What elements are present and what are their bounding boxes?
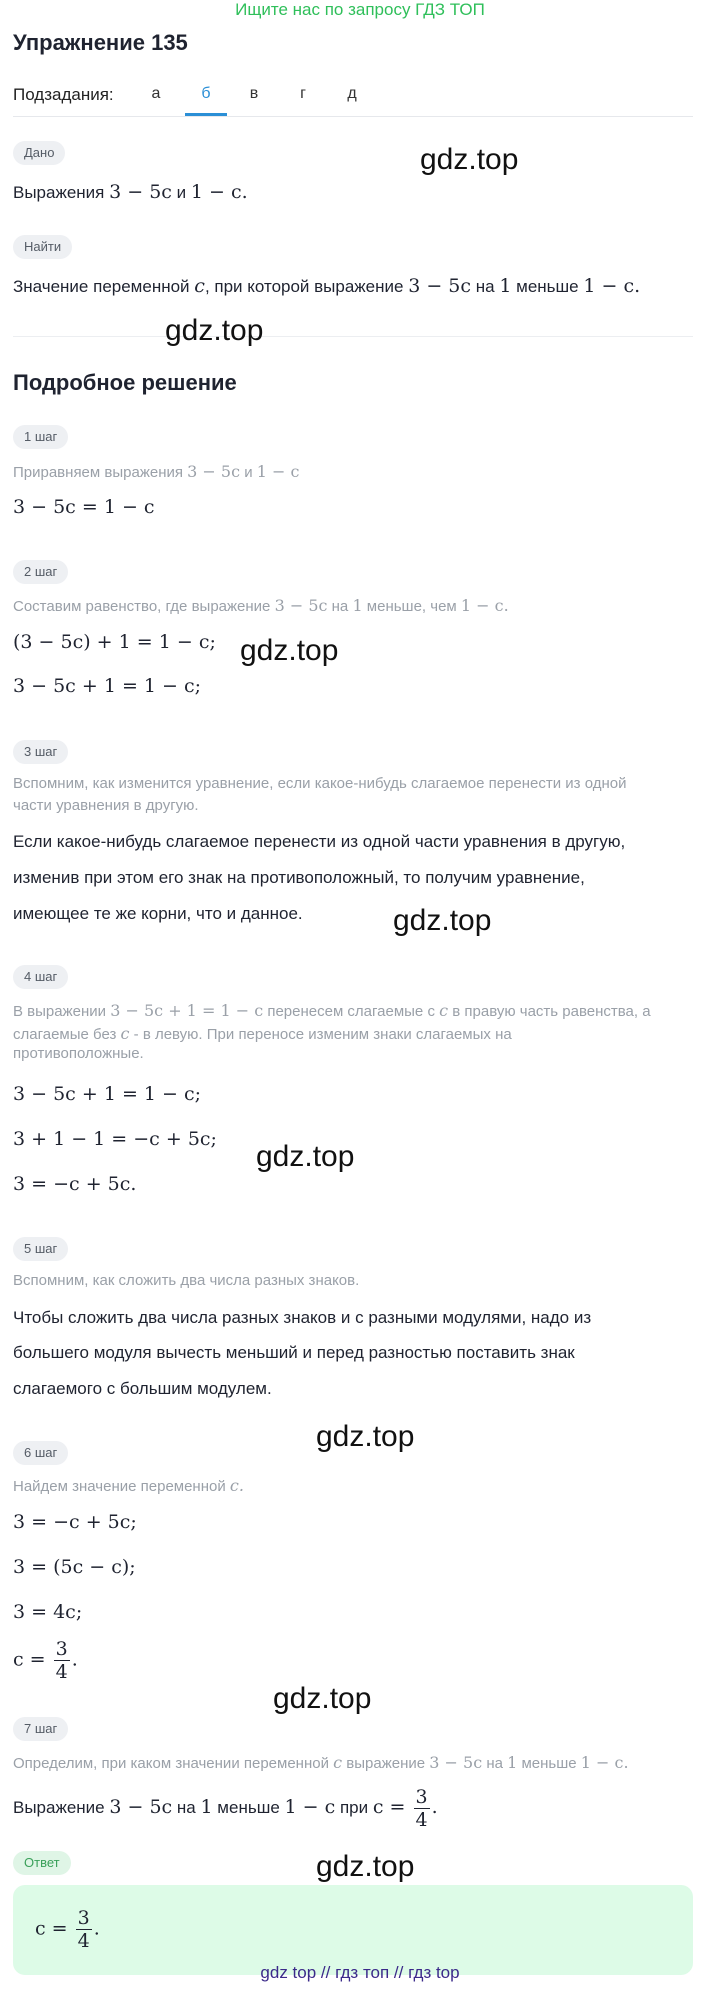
- step-4-hint-var2: c: [120, 1024, 130, 1043]
- step-7-hint-expr2: 1 − c.: [580, 1753, 629, 1772]
- step-2-tag: 2 шаг: [13, 560, 68, 584]
- answer-frac-den: 4: [77, 1930, 90, 1952]
- step-7-frac-num: 3: [415, 1786, 428, 1808]
- step-2-hint-c: меньше, чем: [362, 598, 461, 615]
- step-6-frac-num: 3: [55, 1638, 68, 1660]
- step-7-hint-expr1: 3 − 5c: [429, 1753, 483, 1772]
- step-5-tag: 5 шаг: [13, 1237, 68, 1261]
- step-6-fraction-line: [13, 1638, 78, 1683]
- step-7-hint: [13, 1750, 629, 1776]
- watermark: gdz.top: [316, 1850, 415, 1883]
- step-7-text-d: при: [335, 1797, 373, 1817]
- step-2-line-1: (3 − 5c) + 1 = 1 − c;: [13, 631, 216, 653]
- given-expr1: 3 − 5c: [109, 181, 172, 203]
- step-3-tag: 3 шаг: [13, 740, 68, 764]
- step-7-hint-d: меньше: [517, 1755, 581, 1772]
- subtasks-label: Подзадания:: [13, 85, 114, 104]
- step-4-hint-line2a: слагаемые без: [13, 1026, 121, 1043]
- promo-banner[interactable]: Ищите нас по запросу ГДЗ ТОП: [235, 0, 485, 19]
- step-7-fraction: [414, 1786, 430, 1831]
- step-6-fraction: [54, 1638, 70, 1683]
- step-1-hint-b: и: [240, 464, 257, 481]
- watermark: gdz.top: [420, 143, 519, 176]
- step-7-expr2: 1 − c: [284, 1795, 336, 1818]
- step-7-frac-suffix: .: [431, 1795, 438, 1818]
- step-7-tag: 7 шаг: [13, 1717, 68, 1741]
- solution-title: Подробное решение: [13, 370, 237, 395]
- step-4-hint-var: c: [439, 1001, 449, 1020]
- answer-box: [13, 1885, 693, 1975]
- answer-fraction: [76, 1907, 92, 1952]
- tab-b[interactable]: б: [201, 85, 211, 102]
- step-7-hint-var: c: [333, 1753, 343, 1772]
- find-expr1: 3 − 5c: [408, 275, 472, 297]
- find-var: c: [194, 275, 205, 297]
- step-6-line-3: 3 = 4c;: [13, 1601, 83, 1623]
- step-7-hint-c: на: [482, 1755, 508, 1772]
- step-3-body-3: имеющее те же корни, что и данное.: [13, 904, 303, 923]
- answer-frac-num: 3: [77, 1907, 90, 1929]
- step-7-hint-b: выражение: [342, 1755, 430, 1772]
- tab-a[interactable]: а: [151, 85, 161, 102]
- step-1-hint-a: Приравняем выражения: [13, 464, 188, 481]
- step-3-hint-line-2: части уравнения в другую.: [13, 797, 199, 814]
- find-text-b: , при которой выражение: [204, 277, 409, 296]
- step-7-one: 1: [200, 1795, 213, 1818]
- step-6-line-1: 3 = −c + 5c;: [13, 1511, 137, 1533]
- step-7-frac-prefix: c =: [372, 1795, 412, 1818]
- step-2-hint-one: 1: [352, 596, 363, 615]
- step-4-line-3: 3 = −c + 5c.: [13, 1173, 137, 1195]
- footer-links[interactable]: gdz top // гдз топ // гдз top: [260, 1963, 460, 1982]
- step-2-hint: [13, 593, 509, 619]
- step-3-body-2: изменив при этом его знак на противоположный, то получим уравнение,: [13, 868, 585, 887]
- answer-frac-prefix: c =: [35, 1917, 74, 1940]
- step-2-hint-expr1: 3 − 5c: [274, 596, 328, 615]
- step-4-hint-a: В выражении: [13, 1003, 111, 1020]
- active-tab-indicator: [185, 113, 227, 116]
- answer-frac-suffix: .: [93, 1917, 100, 1940]
- step-6-hint: [13, 1473, 244, 1499]
- find-text: [13, 273, 640, 299]
- watermark: gdz.top: [165, 314, 264, 347]
- step-6-hint-a: Найдем значение переменной: [13, 1478, 230, 1495]
- given-expr2: 1 − c.: [190, 181, 248, 203]
- watermark: gdz.top: [273, 1682, 372, 1715]
- step-7-hint-a: Определим, при каком значении переменной: [13, 1755, 334, 1772]
- step-3-hint-line-1: Вспомним, как изменится уравнение, если какое-нибудь слагаемое перенести из одной: [13, 775, 627, 792]
- step-4-hint-line2b: - в левую. При переносе изменим знаки слагаемых на: [129, 1026, 512, 1043]
- step-5-hint: Вспомним, как сложить два числа разных знаков.: [13, 1272, 360, 1289]
- step-3-body-1: Если какое-нибудь слагаемое перенести из одной части уравнения в другую,: [13, 832, 626, 851]
- page-title: Упражнение 135: [13, 30, 188, 55]
- watermark: gdz.top: [393, 904, 492, 937]
- subtasks-nav: [13, 80, 693, 117]
- tab-v[interactable]: в: [249, 85, 259, 102]
- step-7-text-c: меньше: [212, 1797, 285, 1817]
- step-6-line-2: 3 = (5c − c);: [13, 1556, 136, 1578]
- step-6-frac-prefix: c =: [13, 1648, 52, 1671]
- step-4-hint-expr: 3 − 5c + 1 = 1 − c: [110, 1001, 264, 1020]
- step-7-frac-den: 4: [415, 1809, 428, 1831]
- step-6-tag: 6 шаг: [13, 1441, 68, 1465]
- step-7-text-a: Выражение: [13, 1797, 110, 1817]
- step-5-body-1: Чтобы сложить два числа разных знаков и с разными модулями, надо из: [13, 1308, 592, 1327]
- step-6-hint-var: c.: [229, 1476, 244, 1495]
- step-1-line-1: 3 − 5c = 1 − c: [13, 496, 155, 518]
- step-4-line-2: 3 + 1 − 1 = −c + 5c;: [13, 1128, 217, 1150]
- find-one: 1: [499, 275, 512, 297]
- find-text-a: Значение переменной: [13, 277, 195, 296]
- step-4-line-1: 3 − 5c + 1 = 1 − c;: [13, 1083, 202, 1105]
- step-7-result: [13, 1786, 438, 1831]
- step-2-hint-a: Составим равенство, где выражение: [13, 598, 275, 615]
- step-7-expr1: 3 − 5c: [109, 1795, 173, 1818]
- step-2-hint-b: на: [327, 598, 353, 615]
- step-7-text-b: на: [172, 1797, 201, 1817]
- find-expr2: 1 − c.: [583, 275, 641, 297]
- step-5-body-2: большего модуля вычесть меньший и перед разностью поставить знак: [13, 1343, 575, 1362]
- step-1-tag: 1 шаг: [13, 425, 68, 449]
- step-6-frac-den: 4: [55, 1661, 68, 1683]
- step-4-hint-line-3: противоположные.: [13, 1045, 144, 1062]
- given-tag: Дано: [13, 141, 65, 165]
- watermark: gdz.top: [256, 1140, 355, 1173]
- answer-tag: Ответ: [13, 1851, 71, 1875]
- given-prefix: Выражения: [13, 183, 110, 202]
- find-tag: Найти: [13, 235, 72, 259]
- given-and: и: [171, 183, 191, 202]
- step-2-line-2: 3 − 5c + 1 = 1 − c;: [13, 675, 202, 697]
- given-text: [13, 179, 248, 205]
- find-text-c: на: [471, 277, 500, 296]
- step-2-hint-expr2: 1 − c.: [460, 596, 509, 615]
- step-5-body-3: слагаемого с большим модулем.: [13, 1379, 272, 1398]
- watermark: gdz.top: [240, 634, 339, 667]
- step-1-hint-expr2: 1 − c: [256, 462, 300, 481]
- step-4-hint-b: перенесем слагаемые с: [263, 1003, 440, 1020]
- tab-d[interactable]: д: [347, 85, 357, 102]
- step-1-hint-expr1: 3 − 5c: [187, 462, 241, 481]
- find-text-d: меньше: [511, 277, 584, 296]
- step-4-tag: 4 шаг: [13, 965, 68, 989]
- section-divider: [13, 336, 693, 337]
- step-1-hint: [13, 459, 300, 485]
- watermark: gdz.top: [316, 1420, 415, 1453]
- step-4-hint-c: в правую часть равенства, а: [448, 1003, 651, 1020]
- step-7-hint-one: 1: [507, 1753, 518, 1772]
- step-6-frac-suffix: .: [71, 1648, 78, 1671]
- tab-g[interactable]: г: [300, 85, 306, 102]
- answer-value: [35, 1907, 100, 1952]
